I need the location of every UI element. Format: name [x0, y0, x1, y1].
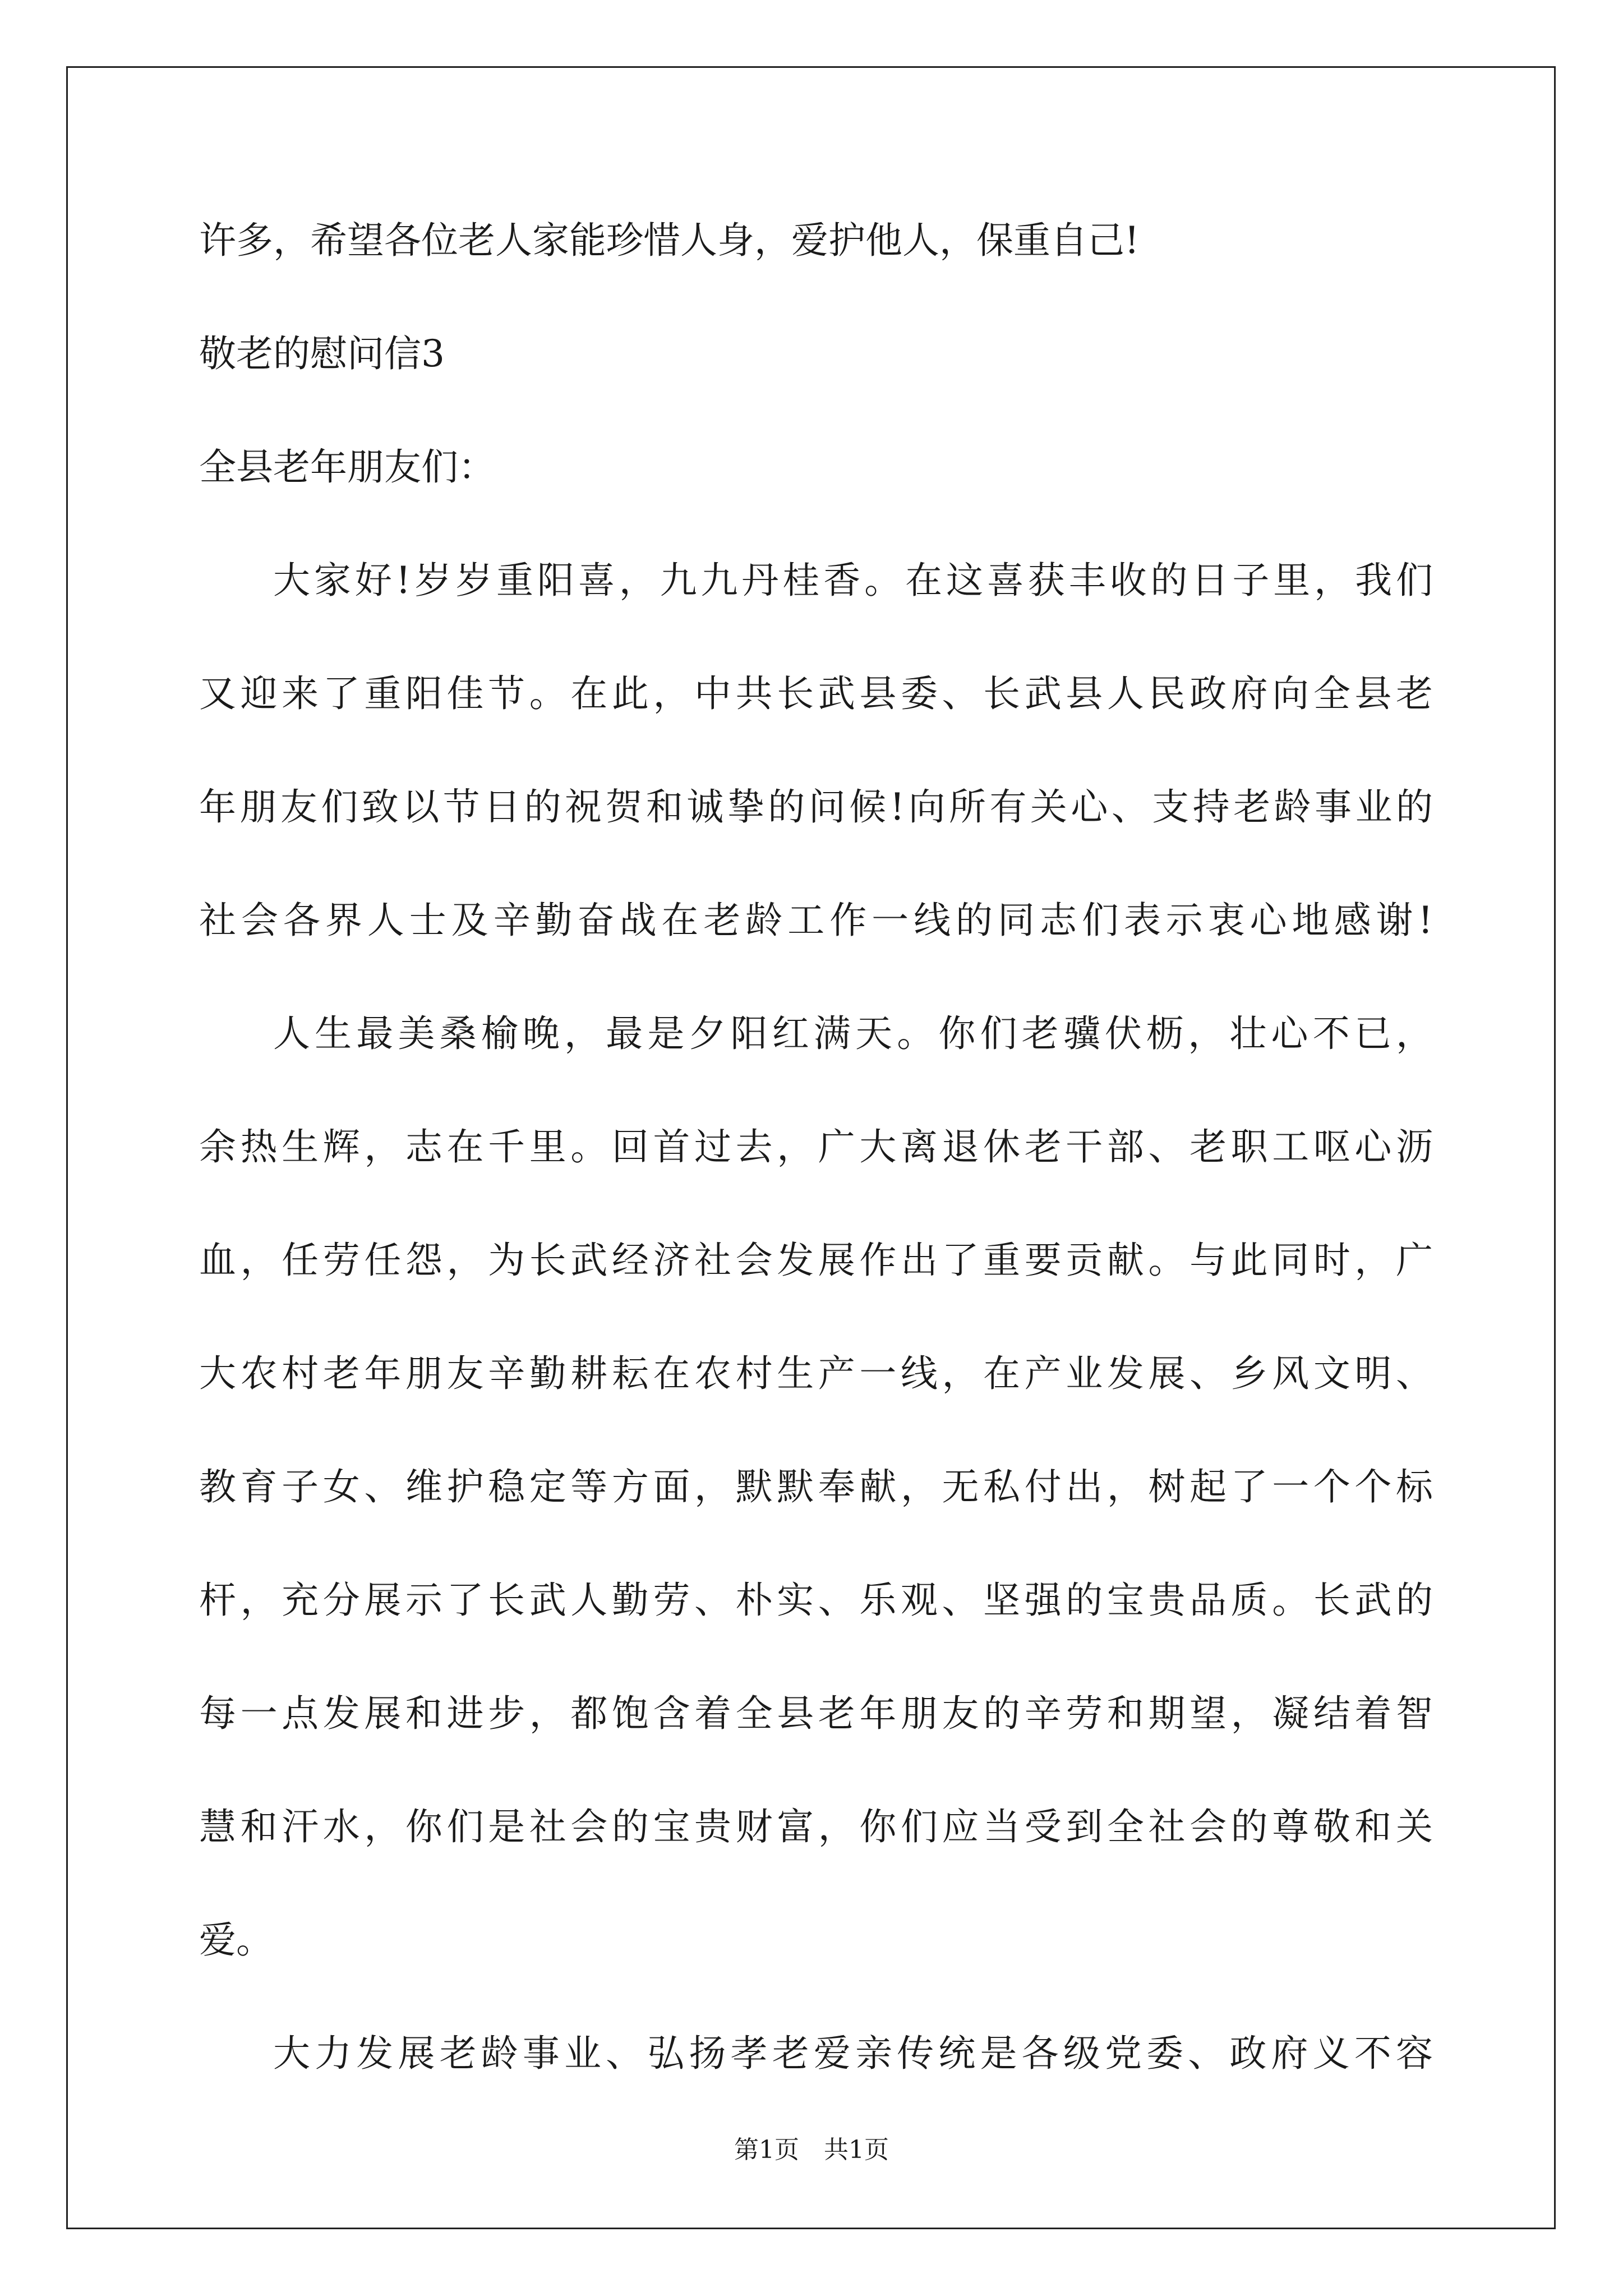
salutation: 全县老年朋友们：	[199, 445, 495, 489]
document-body	[199, 219, 1433, 2145]
section-title: 敬老的慰问信3	[199, 332, 445, 375]
text-line-1: 许多，希望各位老人家能珍惜人身，爱护他人，保重自己!	[199, 219, 1140, 262]
text-line-12: 教育子女、维护稳定等方面，默默奉献，无私付出，树起了一个个标	[199, 1465, 1433, 1508]
text-line-9: 余热生辉，志在千里。回首过去，广大离退休老干部、老职工呕心沥	[199, 1125, 1433, 1168]
text-line-10: 血，任劳任怨，为长武经济社会发展作出了重要贡献。与此同时，广	[199, 1239, 1433, 1282]
text-line-4: 大家好!岁岁重阳喜，九九丹桂香。在这喜获丰收的日子里，我们	[273, 559, 1433, 602]
page-number-footer: 第1页 共1页	[734, 2136, 889, 2164]
text-line-16: 爱。	[199, 1918, 273, 1962]
text-line-15: 慧和汗水，你们是社会的宝贵财富，你们应当受到全社会的尊敬和关	[199, 1805, 1433, 1848]
text-line-14: 每一点发展和进步，都饱含着全县老年朋友的辛劳和期望，凝结着智	[199, 1692, 1433, 1735]
text-line-8: 人生最美桑榆晚，最是夕阳红满天。你们老骥伏枥，壮心不已，	[273, 1012, 1433, 1055]
text-line-7: 社会各界人士及辛勤奋战在老龄工作一线的同志们表示衷心地感谢!	[199, 899, 1433, 942]
text-line-17: 大力发展老龄事业、弘扬孝老爱亲传统是各级党委、政府义不容	[273, 2032, 1433, 2075]
text-line-13: 杆，充分展示了长武人勤劳、朴实、乐观、坚强的宝贵品质。长武的	[199, 1579, 1433, 1622]
text-line-11: 大农村老年朋友辛勤耕耘在农村生产一线，在产业发展、乡风文明、	[199, 1352, 1433, 1395]
text-line-6: 年朋友们致以节日的祝贺和诚挚的问候!向所有关心、支持老龄事业的	[199, 785, 1433, 829]
text-line-5: 又迎来了重阳佳节。在此，中共长武县委、长武县人民政府向全县老	[199, 672, 1433, 715]
